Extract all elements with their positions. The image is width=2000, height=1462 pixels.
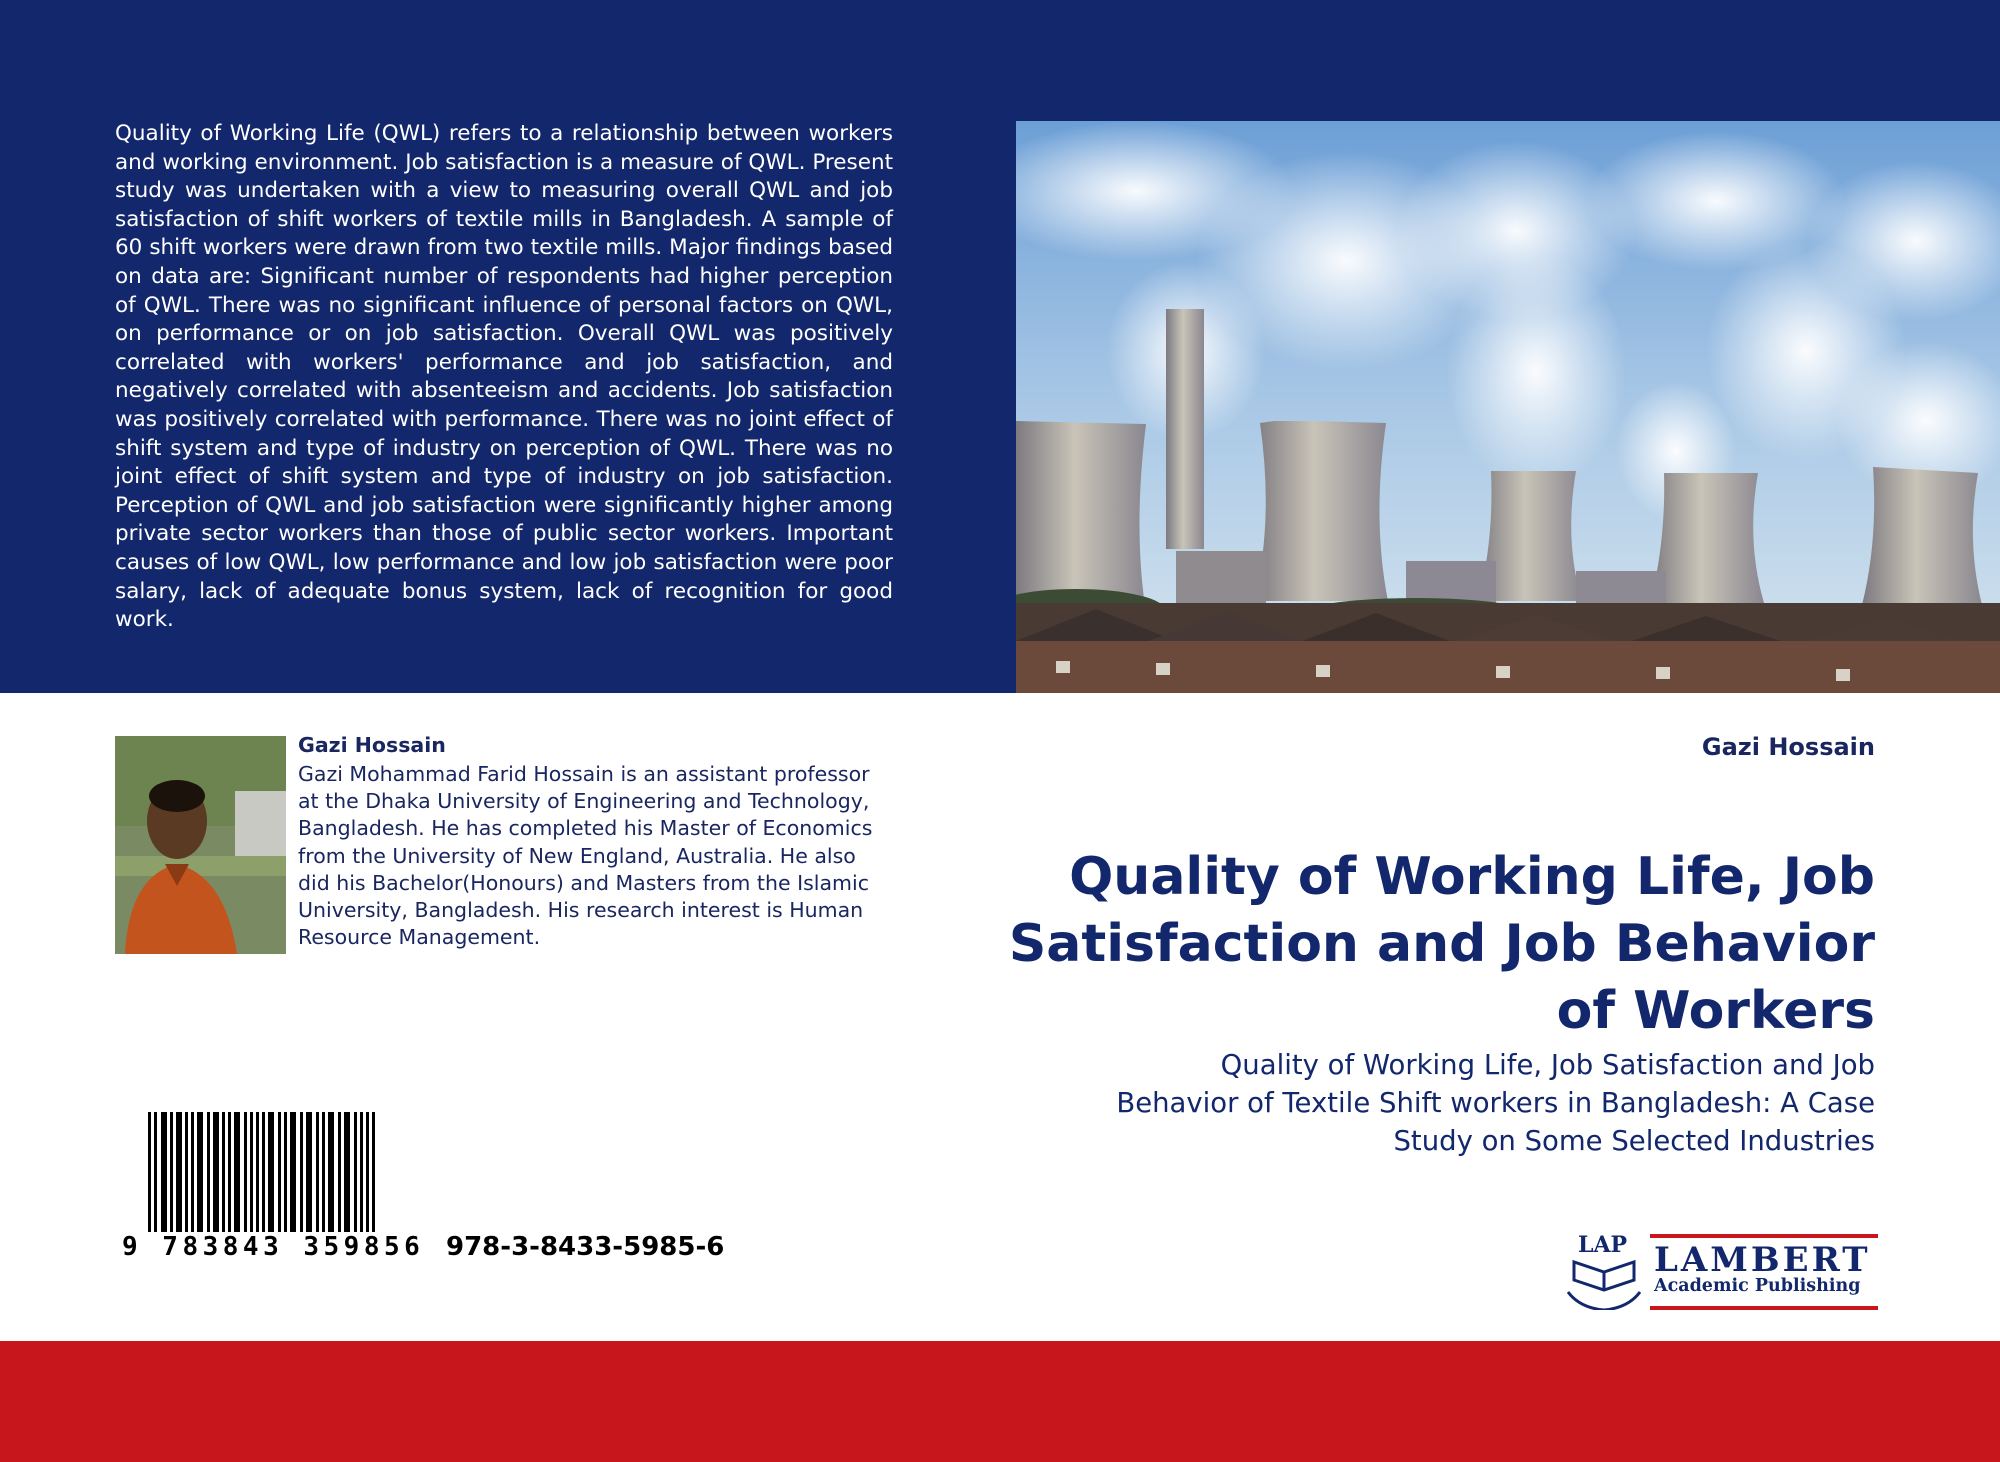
- author-photo: [115, 736, 286, 954]
- author-bio: Gazi Mohammad Farid Hossain is an assistant professor at the Dhaka University of Engineering and Technology, Bangladesh. He has completed his Master of Economics from the University of New England, Australia. He also did his Bachelor(Honours) and Masters from the Islamic University, Bangladesh. His research interest is Human Resource Management.: [298, 762, 873, 950]
- back-cover-blurb: Quality of Working Life (QWL) refers to a relationship between workers and working environment. Job satisfaction is a measure of QWL. Present study was undertaken with a view to measuring overall QWL and job satisfaction of shift workers of textile mills in Bangladesh. A sample of 60 shift workers were drawn from two textile mills. Major findings based on data are: Significant number of respondents had higher perception of QWL. There was no significant influence of personal factors on QWL, on performance or on job satisfaction. Overall QWL was positively correlated with workers' performance and job satisfaction, and negatively correlated with absenteeism and accidents. Job satisfaction was positively correlated with performance. There was no joint effect of shift system and type of industry on perception of QWL. There was no joint effect of shift system and type of industry on job satisfaction. Perception of QWL and job satisfaction were significantly higher among private sector workers than those of public sector workers. Important causes of low QWL, low performance and low job satisfaction were poor salary, lack of adequate bonus system, lack of recognition for good work.: [115, 121, 893, 633]
- book-subtitle: Quality of Working Life, Job Satisfaction and Job Behavior of Textile Shift workers in Bangladesh: A Case Study on Some Selected Industries: [1116, 1049, 1875, 1157]
- cover-photo-power-station: [1016, 121, 2000, 693]
- author-name: Gazi Hossain: [298, 733, 446, 757]
- book-title: Quality of Working Life, Job Satisfaction and Job Behavior of Workers: [1008, 847, 1875, 1041]
- bottom-red-band: [0, 1341, 2000, 1462]
- publisher-name: LAMBERT: [1654, 1240, 1871, 1280]
- isbn: 978-3-8433-5985-6: [446, 1232, 725, 1262]
- front-cover-author: Gazi Hossain: [1701, 733, 1875, 761]
- barcode-digits: 9 783843 359856: [122, 1232, 425, 1262]
- publisher-tagline: Academic Publishing: [1654, 1276, 1861, 1296]
- publisher-mark: LAP: [1578, 1232, 1628, 1258]
